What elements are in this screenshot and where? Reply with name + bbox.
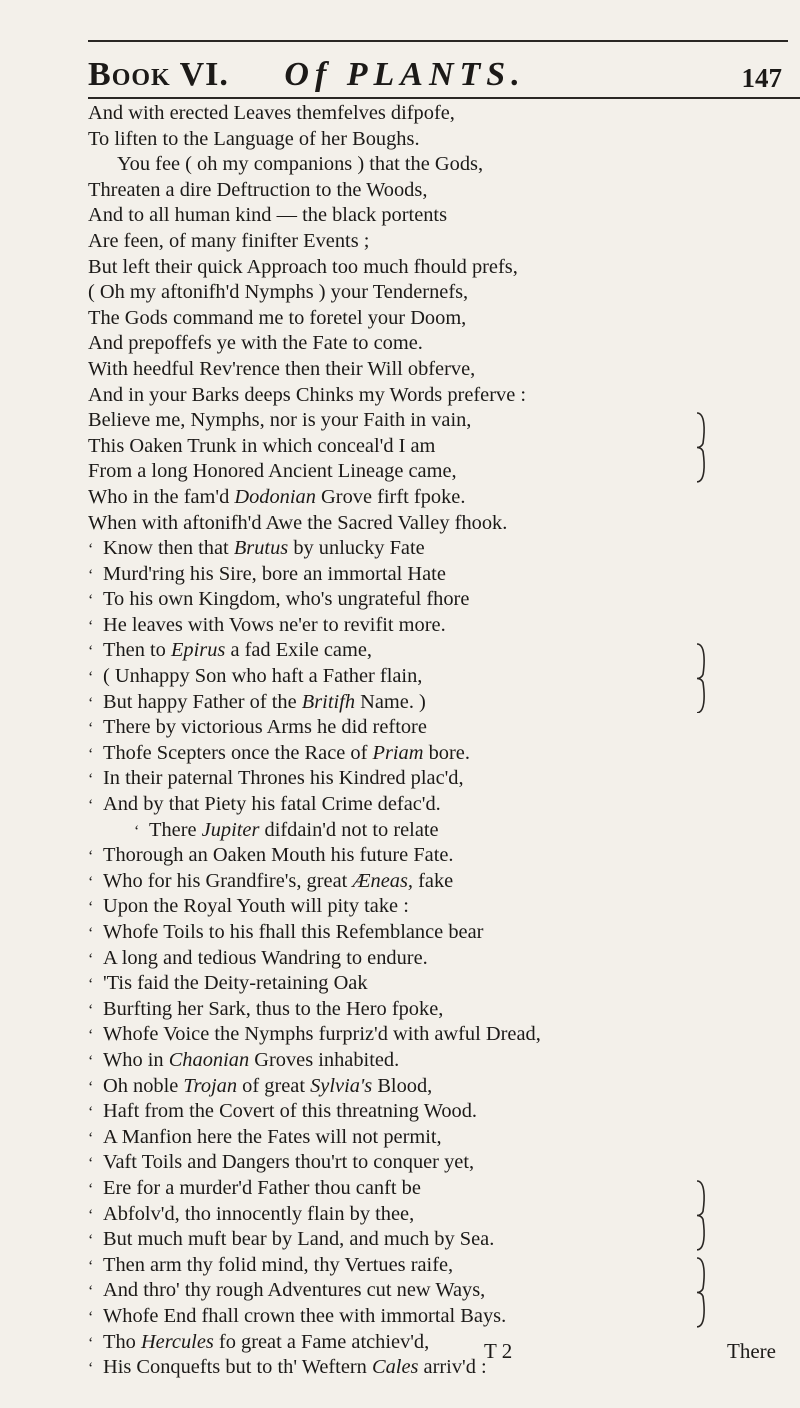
verse-line <box>88 511 788 537</box>
triplet-brace <box>695 1257 711 1328</box>
verse-text: He leaves with Vows ne'er to revifit more. <box>103 613 446 636</box>
verse-text: Believe me, Nymphs, nor is your Faith in vain, <box>88 409 472 432</box>
quote-mark: ‘ <box>88 771 94 789</box>
verse-text: This Oaken Trunk in which conceal'd I am <box>88 434 436 457</box>
book-number: VI. <box>179 56 229 93</box>
verse-text: Threaten a dire Deftruction to the Woods, <box>88 178 428 201</box>
book-label-rest: OOK <box>111 65 171 91</box>
verse-text: Thofe Scepters once the Race of <box>103 741 373 764</box>
page-footer <box>88 1339 800 1369</box>
quote-mark: ‘ <box>88 643 94 661</box>
verse-line <box>88 562 788 588</box>
verse-line <box>88 178 788 204</box>
verse-line <box>88 383 788 409</box>
poem-text <box>88 101 788 1381</box>
verse-text: Whofe End fhall crown thee with immortal Bays. <box>103 1304 507 1327</box>
verse-text: Ere for a murder'd Father thou canft be <box>103 1176 421 1199</box>
verse-line <box>88 997 788 1023</box>
verse-text: Vaft Toils and Dangers thou'rt to conquer yet, <box>103 1151 475 1174</box>
triplet-brace <box>695 643 711 714</box>
verse-text: ( Oh my aftonifh'd Nymphs ) your Tendernefs, <box>88 281 469 304</box>
verse-text: From a long Honored Ancient Lineage came, <box>88 460 457 483</box>
verse-line <box>88 638 788 664</box>
header-rule <box>88 97 800 99</box>
verse-line <box>88 1253 788 1279</box>
quote-mark: ‘ <box>88 720 94 738</box>
verse-text: fo great a Fame atchiev'd, <box>213 1330 430 1353</box>
verse-line <box>88 536 788 562</box>
verse-text: And prepoffefs ye with the Fate to come. <box>88 332 423 355</box>
verse-line <box>88 331 788 357</box>
verse-line <box>88 792 788 818</box>
verse-text: A Manfion here the Fates will not permit, <box>103 1125 442 1148</box>
quote-mark: ‘ <box>88 1001 94 1019</box>
verse-text: by unlucky Fate <box>288 537 425 560</box>
quote-mark: ‘ <box>88 1180 94 1198</box>
verse-line <box>88 818 788 844</box>
verse-line <box>88 715 788 741</box>
quote-mark: ‘ <box>88 566 94 584</box>
verse-line <box>88 408 788 434</box>
italic-name: Jupiter <box>201 818 260 841</box>
verse-line <box>88 843 788 869</box>
verse-line <box>88 152 788 178</box>
verse-text: And to all human kind — the black portents <box>88 204 448 227</box>
verse-text: Name. ) <box>355 690 426 713</box>
catchword: There <box>727 1339 776 1363</box>
verse-line <box>88 1227 788 1253</box>
verse-text: And thro' thy rough Adventures cut new Ways, <box>103 1279 486 1302</box>
quote-mark: ‘ <box>88 1232 94 1250</box>
verse-line <box>88 306 788 332</box>
verse-line <box>88 869 788 895</box>
verse-text: Know then that <box>103 537 234 560</box>
verse-line <box>88 920 788 946</box>
verse-line <box>88 255 788 281</box>
verse-text: Who for his Grandfire's, great <box>103 869 353 892</box>
verse-text: But much muft bear by Land, and much by Sea. <box>103 1228 495 1251</box>
verse-text: Then to <box>103 639 171 662</box>
verse-text: Oh noble <box>103 1074 184 1097</box>
verse-line <box>88 587 788 613</box>
verse-line <box>88 1202 788 1228</box>
quote-mark: ‘ <box>88 848 94 866</box>
verse-line <box>88 971 788 997</box>
verse-text: of great <box>237 1074 311 1097</box>
verse-text: Haft from the Covert of this threatning Wood. <box>103 1100 477 1123</box>
signature-mark: T 2 <box>484 1339 513 1363</box>
quote-mark: ‘ <box>88 873 94 891</box>
quote-mark: ‘ <box>88 1360 94 1378</box>
quote-mark: ‘ <box>88 950 94 968</box>
verse-line <box>88 894 788 920</box>
verse-text: To his own Kingdom, who's ungrateful fhore <box>103 588 470 611</box>
quote-mark: ‘ <box>88 1104 94 1122</box>
verse-text: A long and tedious Wandring to endure. <box>103 946 428 969</box>
quote-mark: ‘ <box>88 1155 94 1173</box>
triplet-brace <box>695 1180 711 1251</box>
verse-text: His Conquefts but to th' Weftern <box>103 1356 372 1379</box>
verse-line <box>88 664 788 690</box>
verse-line <box>88 1099 788 1125</box>
quote-mark: ‘ <box>88 899 94 917</box>
verse-line <box>88 357 788 383</box>
italic-name: Dodonian <box>234 485 316 508</box>
verse-text: And by that Piety his fatal Crime defac'd. <box>103 793 441 816</box>
quote-mark: ‘ <box>88 797 94 815</box>
verse-line <box>88 127 788 153</box>
verse-line <box>88 1150 788 1176</box>
quote-mark: ‘ <box>88 925 94 942</box>
verse-line <box>88 690 788 716</box>
quote-mark: ‘ <box>88 694 94 712</box>
verse-text: Whofe Toils to his fhall this Refemblance bear <box>103 921 484 943</box>
quote-mark: ‘ <box>88 1206 94 1224</box>
verse-line <box>88 946 788 972</box>
verse-text: Burfting her Sark, thus to the Hero fpoke, <box>103 997 444 1020</box>
verse-text: Then arm thy folid mind, thy Vertues raife, <box>103 1253 454 1276</box>
verse-text: Whofe Voice the Nymphs furpriz'd with awful Dread, <box>103 1023 541 1046</box>
verse-text: difdain'd not to relate <box>259 818 439 841</box>
verse-line <box>88 741 788 767</box>
verse-text: bore. <box>423 741 470 764</box>
page-number: 147 <box>741 63 782 93</box>
quote-mark: ‘ <box>88 1283 94 1301</box>
verse-text: ( Unhappy Son who haft a Father flain, <box>103 665 423 688</box>
verse-text: With heedful Rev'rence then their Will obferve, <box>88 357 476 380</box>
verse-line <box>88 766 788 792</box>
quote-mark: ‘ <box>88 592 94 610</box>
verse-line <box>88 1074 788 1100</box>
verse-text: There <box>149 818 202 841</box>
verse-text: Tho <box>103 1330 141 1353</box>
verse-line <box>88 1304 788 1330</box>
verse-text: Grove firft fpoke. <box>315 485 466 508</box>
quote-mark: ‘ <box>134 822 140 840</box>
verse-line <box>88 1278 788 1304</box>
verse-text: 'Tis faid the Deity-retaining Oak <box>103 972 368 995</box>
verse-text: Abfolv'd, tho innocently flain by thee, <box>103 1202 415 1225</box>
italic-name: Trojan <box>183 1074 238 1097</box>
quote-mark: ‘ <box>88 541 94 559</box>
verse-line <box>88 101 788 127</box>
verse-text: Thorough an Oaken Mouth his future Fate. <box>103 844 454 867</box>
verse-text: And in your Barks deeps Chinks my Words preferve : <box>88 383 527 406</box>
verse-text: When with aftonifh'd Awe the Sacred Valley fhook. <box>88 511 508 534</box>
verse-text: In their paternal Thrones his Kindred plac'd, <box>103 767 464 790</box>
italic-name: Cales <box>371 1356 419 1379</box>
quote-mark: ‘ <box>88 669 94 687</box>
verse-line <box>88 434 788 460</box>
book-label-initial: B <box>88 56 112 93</box>
verse-line <box>88 459 788 485</box>
verse-text: Groves inhabited. <box>249 1048 400 1071</box>
verse-text: a fad Exile came, <box>225 639 372 662</box>
page-header <box>88 44 800 94</box>
verse-text: Murd'ring his Sire, bore an immortal Hate <box>103 562 446 585</box>
italic-name: Sylvia's <box>310 1074 373 1097</box>
italic-name: Britifh <box>301 690 356 713</box>
verse-text: To liften to the Language of her Boughs. <box>88 127 420 150</box>
quote-mark: ‘ <box>88 1052 94 1070</box>
italic-name: Æneas, <box>352 869 414 892</box>
verse-line <box>88 1125 788 1151</box>
italic-name: Hercules <box>140 1330 214 1353</box>
verse-text: You fee ( oh my companions ) that the Gods, <box>117 153 484 176</box>
verse-text: But left their quick Approach too much fhould prefs, <box>88 255 518 278</box>
quote-mark: ‘ <box>88 1078 94 1096</box>
verse-line <box>88 1022 788 1048</box>
verse-text: Blood, <box>372 1074 433 1097</box>
quote-mark: ‘ <box>88 976 94 994</box>
quote-mark: ‘ <box>88 745 94 763</box>
verse-line <box>88 203 788 229</box>
verse-line <box>88 613 788 639</box>
verse-line <box>88 229 788 255</box>
quote-mark: ‘ <box>88 1129 94 1147</box>
italic-name: Priam <box>372 741 424 764</box>
verse-text: Who in <box>103 1048 169 1071</box>
verse-text: There by victorious Arms he did reftore <box>103 716 427 739</box>
verse-text: The Gods command me to foretel your Doom, <box>88 306 467 329</box>
quote-mark: ‘ <box>88 1027 94 1045</box>
italic-name: Brutus <box>233 537 289 560</box>
quote-mark: ‘ <box>88 1257 94 1275</box>
verse-text: But happy Father of the <box>103 690 302 713</box>
verse-text: fake <box>413 869 454 892</box>
quote-mark: ‘ <box>88 1308 94 1326</box>
italic-name: Epirus <box>170 639 226 662</box>
verse-line <box>88 485 788 511</box>
quote-mark: ‘ <box>88 617 94 635</box>
verse-line <box>88 280 788 306</box>
italic-name: Chaonian <box>168 1048 250 1071</box>
quote-mark: ‘ <box>88 1334 94 1352</box>
top-rule <box>88 40 788 42</box>
triplet-brace <box>695 412 711 483</box>
verse-text: arriv'd : <box>418 1356 487 1379</box>
running-title: Of PLANTS. <box>284 56 526 93</box>
verse-line <box>88 1176 788 1202</box>
verse-line <box>88 1048 788 1074</box>
verse-text: And with erected Leaves themfelves difpofe, <box>88 102 455 124</box>
verse-text: Upon the Royal Youth will pity take : <box>103 895 409 918</box>
running-head <box>88 56 526 94</box>
verse-text: Are feen, of many finifter Events ; <box>88 229 370 252</box>
verse-text: Who in the fam'd <box>88 485 235 508</box>
